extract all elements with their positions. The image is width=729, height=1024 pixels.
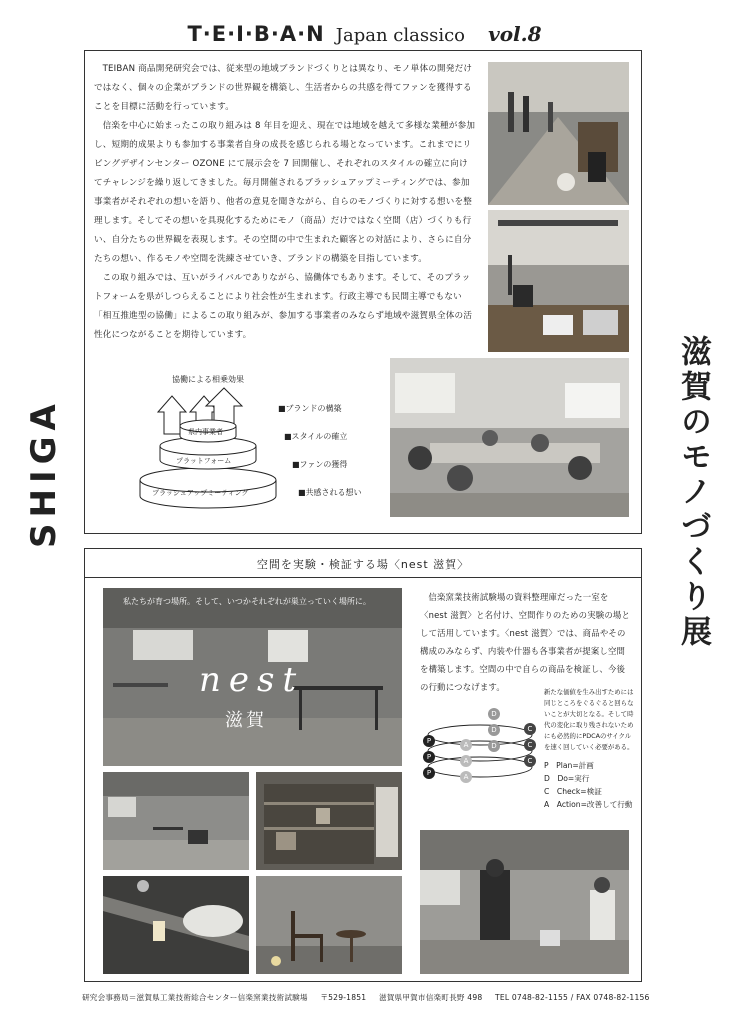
legend-brand: ■ブランドの構築 [278, 404, 342, 413]
tier-label-members: 県内事業者 [188, 428, 223, 436]
photo-caption: 私たちが育つ場所。そして、いつかそれぞれが巣立っていく場所に。 [123, 597, 371, 606]
pdca-a-marker-1: A [460, 739, 472, 751]
intro-paragraph-2: 信楽を中心に始まったこの取り組みは 8 年目を迎え、現在では地域を越えて多様な業種が参加し、短期的成果よりも参加する事業者自身の成長を感じられる場となっています。これまでにリビングデザインセンター OZONE にて展示会を 7 回開催し、それぞれのスタイルの確立に向けてチャレンジを繰り返してきました。毎月開催されるブラッシュアップミーティングでは、参加事業者がそれぞれの想いを語り、他者の意見を聞きながら、自らのモノづくりに対する想いを整理します。そしてその想いを具現化するためにモノ（商品）だけではなく空間（店）づくりも行い、自分たちの世界観を表現します。その空間の中で生まれた顧客との対話により、さらに自分たちの想い、作るモノや空間を洗練させていき、ブランドの構築を目指しています。 [94, 121, 476, 264]
legend-empathy: ■共感される想い [298, 488, 362, 497]
nest-logo-sub: 滋賀 [225, 710, 267, 731]
pdca-a-marker-2: A [460, 755, 472, 767]
nest-heading: 空間を実験・検証する場〈nest 滋賀〉 [256, 558, 470, 571]
chair-display-photo [256, 876, 402, 974]
pdca-p-marker-3: P [423, 767, 435, 779]
nest-room-photo [103, 588, 402, 766]
tier-label-meeting: ブラッシュアップミーティング [152, 489, 249, 497]
pdca-legend-action: A Action=改善して行動 [544, 800, 633, 809]
footer-contact [82, 992, 650, 1003]
nest-body-text: 信楽窯業技術試験場の資料整理庫だった一室を〈nest 滋賀〉と名付け、空間作りのための実験の場として活用しています。〈nest 滋賀〉では、商品やその構成のみならず、内装や什器も各事業者が提案し空間を構築します。空間の中で自らの商品を検証し、今後の行動につなげます。 [420, 592, 631, 692]
pdca-legend-plan: P Plan=計画 [544, 761, 594, 770]
empty-room-photo [103, 772, 249, 870]
pdca-legend-check: C Check=検証 [544, 787, 602, 796]
pdca-c-marker-3: C [524, 755, 536, 767]
series-title: Japan classico [335, 25, 465, 46]
nest-description [420, 588, 632, 696]
pdca-d-marker-3: D [488, 740, 500, 752]
exhibition-hall-photo [488, 62, 629, 205]
diagram-title: 協働による相乗効果 [172, 375, 244, 384]
pdca-d-marker-1: D [488, 708, 500, 720]
display-stand-photo [488, 210, 629, 352]
legend-fans: ■ファンの獲得 [292, 460, 348, 469]
footer-address: 滋賀県甲賀市信楽町長野 498 [378, 993, 483, 1002]
visitors-photo [420, 830, 629, 974]
region-title-text: SHIGA [24, 398, 64, 548]
meeting-room-photo [390, 358, 629, 517]
region-title-vertical [18, 398, 64, 550]
pdca-diagram [420, 688, 634, 825]
pdca-d-marker-2: D [488, 724, 500, 736]
shelf-display-photo [256, 772, 402, 870]
pdca-c-marker-2: C [524, 739, 536, 751]
intro-paragraph-3: この取り組みでは、互いがライバルでありながら、協働体でもあります。そして、そのプラットフォームを県がしつらえることにより社会性が生まれます。行政主導でも民間主導でもない「相互推進型の協働」によるこの取り組みが、参加する事業者のみならず地域や滋賀県全体の活性化につながることを期待しています。 [94, 273, 473, 340]
footer-phone: TEL 0748-82-1155 / FAX 0748-82-1156 [495, 993, 650, 1002]
brand-title: T·E·I·B·A·N [187, 22, 325, 46]
pdca-legend-do: D Do=実行 [544, 774, 590, 783]
volume-number: vol.8 [488, 22, 542, 46]
footer-org: 研究会事務局＝滋賀県工業技術総合センター信楽窯業技術試験場 [82, 993, 308, 1002]
tier-label-platform: プラットフォーム [176, 457, 232, 465]
nest-logo: nest [199, 660, 305, 700]
footer-postal: 〒529-1851 [320, 993, 367, 1002]
page-header [0, 22, 729, 46]
pdca-legend [544, 759, 634, 811]
exhibition-title-vertical: 滋賀のモノづくり展 [675, 335, 711, 650]
pdca-a-marker-3: A [460, 771, 472, 783]
pottery-bowl-photo [103, 876, 249, 974]
synergy-diagram [128, 374, 388, 522]
legend-style: ■スタイルの確立 [284, 432, 348, 441]
intro-paragraph-1: TEIBAN 商品開発研究会では、従来型の地域ブランドづくりとは異なり、モノ単体の開発だけではなく、個々の企業がブランドの世界観を構築し、生活者からの共感を得てファンを獲得することを目標に活動を行っています。 [94, 64, 473, 112]
pdca-note: 新たな価値を生み出すためには同じところをぐるぐると回らないことが大切となる。そして時代の変化に取り残されないためにも必然的にPDCAのサイクルを速く回していく必要がある。 [544, 688, 634, 751]
pdca-c-marker-1: C [524, 723, 536, 735]
intro-text [94, 60, 476, 345]
pdca-p-marker-1: P [423, 735, 435, 747]
pdca-p-marker-2: P [423, 751, 435, 763]
